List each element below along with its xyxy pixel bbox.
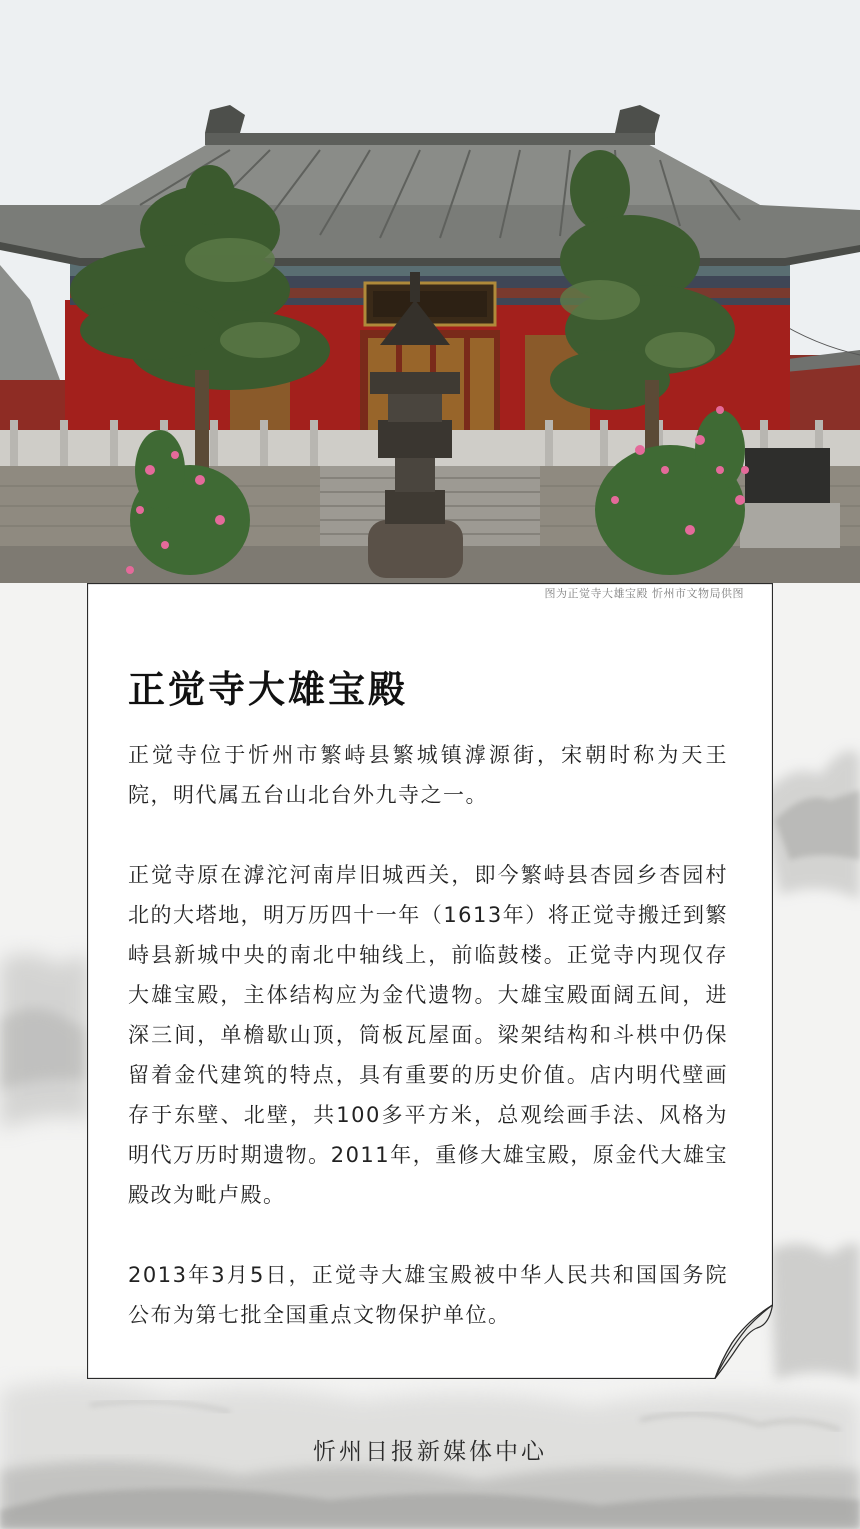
article-paragraph: 正觉寺位于忻州市繁峙县繁城镇滹源街，宋朝时称为天王院，明代属五台山北台外九寺之一。: [128, 743, 728, 807]
temple-photo: [0, 0, 860, 583]
article-paragraph: 正觉寺原在滹沱河南岸旧城西关，即今繁峙县杏园乡杏园村北的大塔地，明万历四十一年（1613年）将正觉寺搬迁到繁峙县新城中央的南北中轴线上，前临鼓楼。正觉寺内现仅存大雄宝殿，主体结构应为金代遗物。大雄宝殿面阔五间，进深三间，单檐歇山顶，筒板瓦屋面。梁架结构和斗栱中仍保留着金代建筑的特点，具有重要的历史价值。店内明代壁画存于东壁、北壁，共100多平方米，总观绘画手法、风格为明代万历时期遗物。2011年，重修大雄宝殿，原金代大雄宝殿改为毗卢殿。: [128, 863, 728, 1207]
photo-caption: 图为正觉寺大雄宝殿 忻州市文物局供图: [544, 587, 744, 600]
article-body: [128, 735, 728, 1375]
article-title: 正觉寺大雄宝殿: [128, 668, 408, 711]
footer-source: 忻州日报新媒体中心: [313, 1439, 547, 1465]
article-card: [87, 583, 773, 1379]
article-paragraph: 2013年3月5日，正觉寺大雄宝殿被中华人民共和国国务院公布为第七批全国重点文物保护单位。: [128, 1263, 728, 1327]
